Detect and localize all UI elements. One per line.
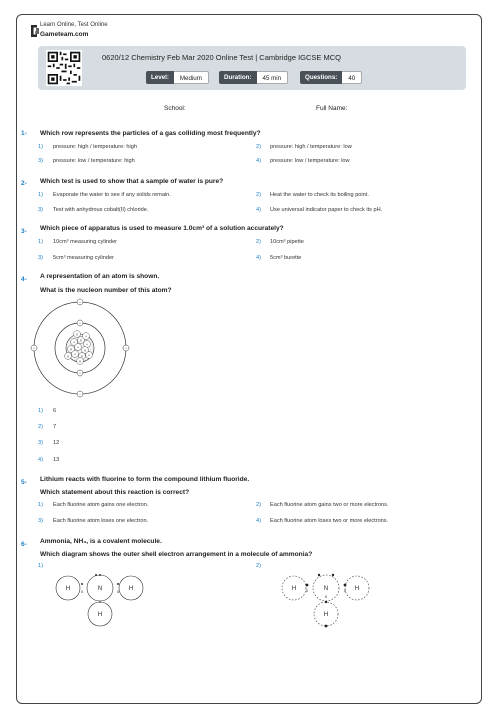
option-text[interactable]: pressure: high / temperature: high	[53, 144, 137, 150]
question-number: 4-	[21, 276, 27, 283]
option-number[interactable]: 3)	[38, 440, 43, 446]
option-number[interactable]: 2)	[256, 563, 261, 569]
question-number: 1-	[21, 130, 27, 137]
level-badge	[146, 71, 209, 84]
atom-label: H	[291, 586, 297, 592]
svg-text:+: +	[73, 352, 77, 357]
brand-tagline: Learn Online, Test Online	[40, 22, 108, 28]
atom-label: H	[128, 586, 134, 592]
questions-label: Questions:	[300, 71, 342, 84]
test-title: 0620/12 Chemistry Feb Mar 2020 Online Test | Cambridge IGCSE MCQ	[102, 53, 341, 62]
svg-text:+: +	[85, 342, 89, 347]
questions-badge	[300, 71, 362, 84]
question-subtext: Which diagram shows the outer shell electron arrangement in a molecule of ammonia?	[40, 551, 313, 558]
svg-text:+: +	[72, 340, 76, 345]
svg-text:n: n	[67, 354, 69, 359]
option-text[interactable]: 7	[53, 424, 57, 430]
questions-value: 40	[342, 71, 362, 84]
svg-text:n: n	[76, 332, 78, 337]
svg-text:–: –	[78, 320, 82, 326]
option-number[interactable]: 4)	[256, 207, 261, 213]
option-number[interactable]: 4)	[256, 255, 261, 261]
svg-text:+: +	[76, 345, 80, 350]
question-text: Ammonia, NH₃, is a covalent molecule.	[40, 538, 162, 545]
atom-label: N	[323, 586, 329, 592]
option-number[interactable]: 4)	[256, 518, 261, 524]
option-text[interactable]: Test with anhydrous cobalt(II) chloride.	[53, 207, 149, 213]
svg-text:–: –	[78, 370, 82, 376]
option-text[interactable]: Heat the water to check its boiling point.	[270, 192, 369, 198]
option-text[interactable]: 13	[53, 457, 60, 463]
svg-text:n: n	[81, 354, 83, 359]
question-text: Which piece of apparatus is used to measure 1.0cm³ of a solution accurately?	[40, 225, 284, 232]
question-number: 6-	[21, 541, 27, 548]
svg-text:+: +	[87, 353, 91, 358]
svg-text:x: x	[305, 588, 309, 593]
question-subtext: Which statement about this reaction is correct?	[40, 489, 190, 496]
option-number[interactable]: 1)	[38, 144, 43, 150]
question-text: A representation of an atom is shown.	[40, 273, 160, 280]
level-label: Level:	[146, 71, 174, 84]
duration-label: Duration:	[219, 71, 257, 84]
atom-label: H	[354, 586, 360, 592]
option-text[interactable]: Each fluorine atom loses two or more electrons.	[270, 518, 389, 524]
question-text: Lithium reacts with fluorine to form the compound lithium fluoride.	[40, 476, 250, 483]
atom-label: H	[65, 586, 71, 592]
question-number: 3-	[21, 228, 27, 235]
atom-label: H	[323, 612, 329, 618]
level-value: Medium	[174, 71, 209, 84]
option-text[interactable]: pressure: high / temperature: low	[270, 144, 352, 150]
question-subtext: What is the nucleon number of this atom?	[40, 287, 172, 294]
option-number[interactable]: 1)	[38, 239, 43, 245]
svg-text:–: –	[78, 299, 82, 305]
svg-text:n: n	[79, 359, 81, 364]
option-number[interactable]: 3)	[38, 158, 43, 164]
svg-text:x: x	[343, 588, 347, 593]
svg-text:n: n	[80, 338, 82, 343]
test-header	[38, 46, 466, 90]
option-text[interactable]: pressure: low / temperature: low	[270, 158, 350, 164]
ammonia-diagram-option-1[interactable]	[50, 568, 150, 634]
option-text[interactable]: Evaporate the water to see if any solids remain.	[53, 192, 171, 198]
ammonia-diagram-option-2[interactable]	[276, 568, 376, 634]
option-text[interactable]: 5cm³ measuring cylinder	[53, 255, 114, 261]
option-text[interactable]: pressure: low / temperature: high	[53, 158, 135, 164]
option-number[interactable]: 1)	[38, 408, 43, 414]
option-text[interactable]: Each fluorine atom loses one electron.	[53, 518, 149, 524]
option-number[interactable]: 1)	[38, 502, 43, 508]
svg-text:–: –	[32, 345, 36, 351]
question-text: Which test is used to show that a sample of water is pure?	[40, 178, 224, 185]
option-text[interactable]: 5cm³ burette	[270, 255, 302, 261]
option-text[interactable]: 10cm³ pipette	[270, 239, 304, 245]
option-number[interactable]: 1)	[38, 563, 43, 569]
fullname-label: Full Name:	[316, 105, 348, 112]
question-number: 5-	[21, 479, 27, 486]
option-number[interactable]: 2)	[256, 239, 261, 245]
option-number[interactable]: 4)	[256, 158, 261, 164]
svg-text:x: x	[116, 589, 120, 594]
option-number[interactable]: 2)	[256, 502, 261, 508]
svg-text:–: –	[124, 345, 128, 351]
question-text: Which row represents the particles of a gas colliding most frequently?	[40, 130, 261, 137]
atom-label: H	[97, 612, 103, 618]
option-text[interactable]: 10cm³ measuring cylinder	[53, 239, 118, 245]
option-text[interactable]: 12	[53, 440, 60, 446]
option-number[interactable]: 2)	[256, 192, 261, 198]
brand-site: Gameteam.com	[40, 31, 89, 38]
svg-text:x: x	[324, 594, 328, 599]
option-number[interactable]: 3)	[38, 255, 43, 261]
question-number: 2-	[21, 180, 27, 187]
svg-text:n: n	[84, 348, 86, 353]
svg-text:x: x	[98, 599, 102, 604]
duration-badge	[219, 71, 288, 84]
option-number[interactable]: 4)	[38, 457, 43, 463]
option-text[interactable]: Each fluorine atom gains two or more electrons.	[270, 502, 389, 508]
atom-diagram	[30, 298, 130, 398]
option-number[interactable]: 3)	[38, 518, 43, 524]
option-text[interactable]: 6	[53, 408, 57, 414]
option-number[interactable]: 1)	[38, 192, 43, 198]
svg-text:–: –	[78, 391, 82, 397]
svg-text:x: x	[80, 589, 84, 594]
option-number[interactable]: 2)	[256, 144, 261, 150]
option-number[interactable]: 2)	[38, 424, 43, 430]
duration-value: 45 min	[257, 71, 289, 84]
option-text[interactable]: Each fluorine atom gains one electron.	[53, 502, 149, 508]
option-text[interactable]: Use universal indicator paper to check its pH.	[270, 207, 383, 213]
school-label: School:	[164, 105, 186, 112]
svg-text:+: +	[84, 334, 88, 339]
svg-text:n: n	[70, 347, 72, 352]
option-number[interactable]: 3)	[38, 207, 43, 213]
atom-label: N	[97, 586, 103, 592]
qr-code-icon	[46, 50, 82, 86]
